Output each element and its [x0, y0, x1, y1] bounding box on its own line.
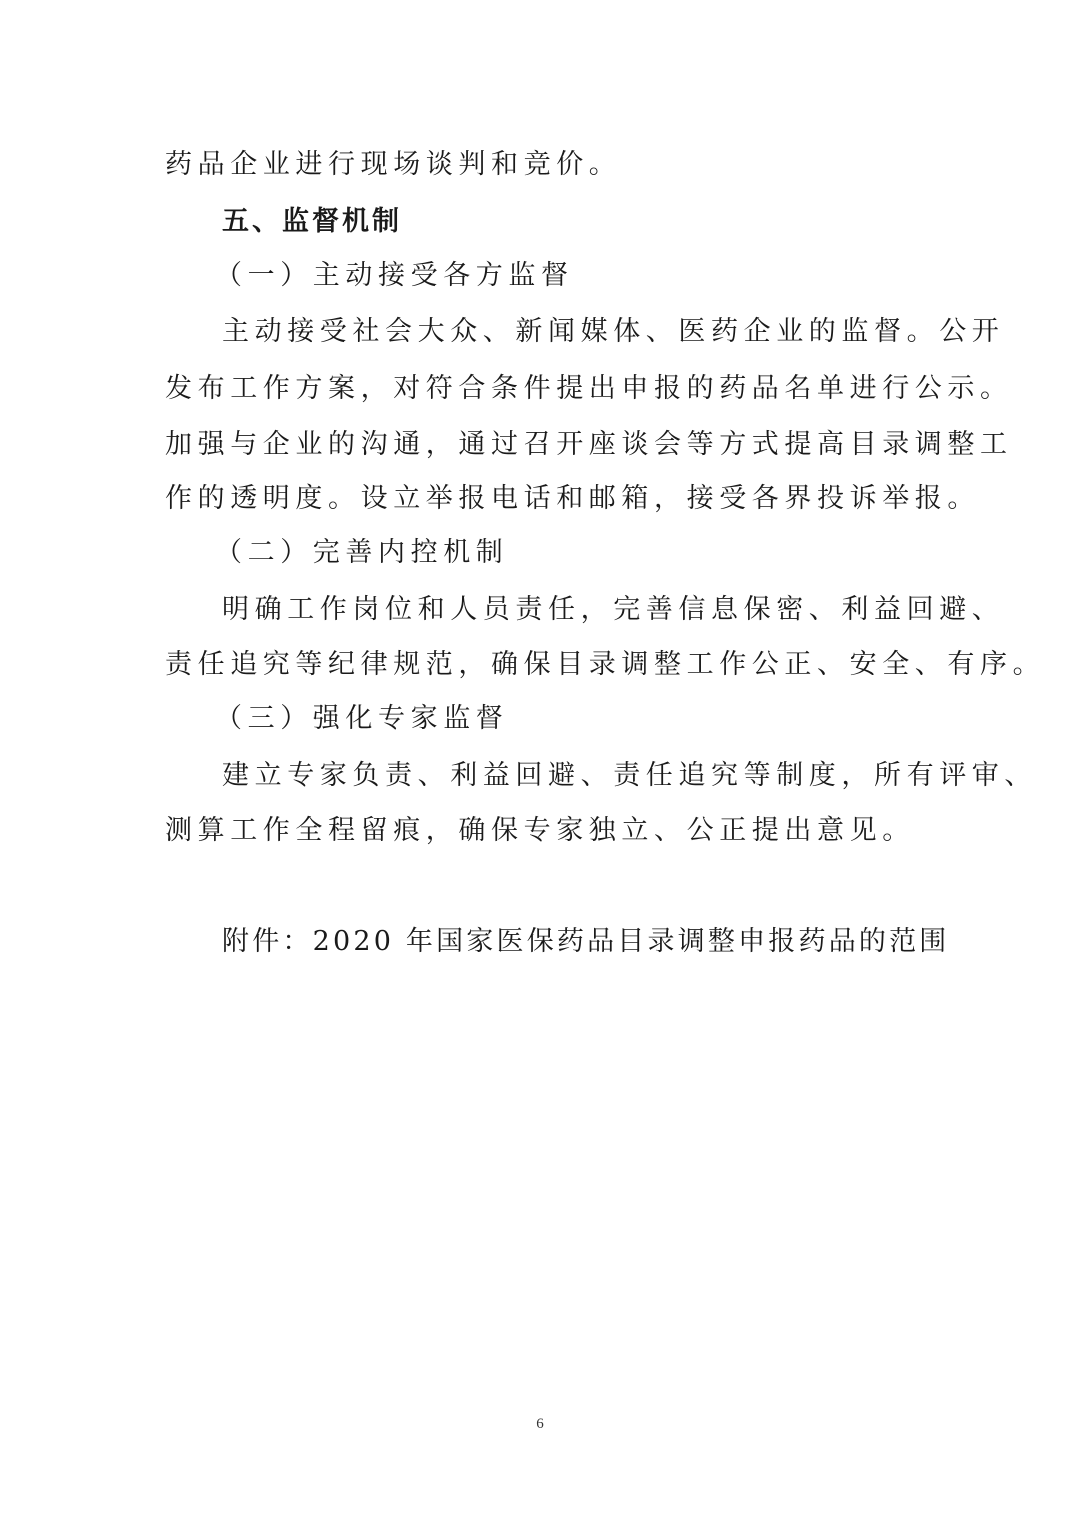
paragraph-continuation: 药品企业进行现场谈判和竞价。 — [165, 149, 622, 180]
page-number: 6 — [536, 1416, 544, 1432]
subheading-accept-supervision: （一）主动接受各方监督 — [215, 260, 574, 291]
attachment-note: 附件：2020 年国家医保药品目录调整申报药品的范围 — [222, 926, 950, 957]
paragraph-line: 主动接受社会大众、新闻媒体、医药企业的监督。公开 — [222, 316, 1005, 347]
subheading-internal-control: （二）完善内控机制 — [215, 537, 509, 568]
paragraph-line: 明确工作岗位和人员责任，完善信息保密、利益回避、 — [222, 594, 1005, 625]
section-heading-supervision: 五、监督机制 — [222, 206, 402, 237]
paragraph-line: 作的透明度。设立举报电话和邮箱，接受各界投诉举报。 — [165, 483, 980, 514]
paragraph-line: 加强与企业的沟通，通过召开座谈会等方式提高目录调整工 — [165, 429, 1013, 460]
paragraph-line: 测算工作全程留痕，确保专家独立、公正提出意见。 — [165, 815, 915, 846]
subheading-expert-supervision: （三）强化专家监督 — [215, 703, 509, 734]
paragraph-line: 责任追究等纪律规范，确保目录调整工作公正、安全、有序。 — [165, 649, 1046, 680]
paragraph-line: 发布工作方案，对符合条件提出申报的药品名单进行公示。 — [165, 373, 1013, 404]
paragraph-line: 建立专家负责、利益回避、责任追究等制度，所有评审、 — [222, 760, 1037, 791]
